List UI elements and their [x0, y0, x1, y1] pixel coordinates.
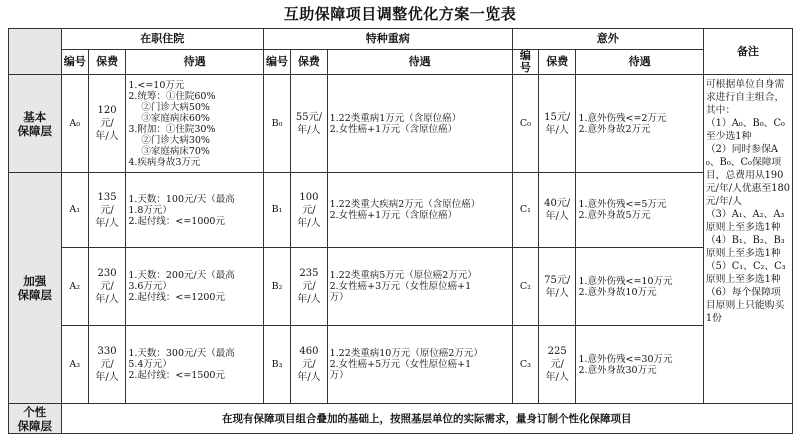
- fee-cell: 40元/ 年/人: [539, 173, 576, 248]
- text-line: 1.意外伤残<=2万元: [578, 112, 667, 124]
- text-line: 1.意外伤残<=10万元: [578, 275, 673, 287]
- fee-cell: 330元/ 年/人: [88, 326, 125, 404]
- text-line: （4）B₁、B₂、B₃原则上至多选1种: [705, 235, 785, 259]
- text-line: 1.意外伤残<=30万元: [578, 353, 673, 365]
- remarks-header: 备注: [703, 29, 792, 75]
- text-line: 1.天数：200元/天（最高: [128, 270, 235, 281]
- treatment-cell: [327, 173, 512, 248]
- table-row: [9, 404, 793, 434]
- fee-cell: 225元/ 年/人: [539, 326, 576, 404]
- code-cell: B₃: [263, 326, 290, 404]
- fee-cell: 55元/ 年/人: [291, 75, 327, 173]
- fee-cell: 460元/ 年/人: [291, 326, 327, 404]
- text-line: 1.意外伤残<=5万元: [578, 199, 667, 210]
- fee-header: 保费: [88, 50, 125, 75]
- text-line: 2.女性癌+5万元（女性原位癌+1: [329, 359, 472, 370]
- treatment-header: 待遇: [126, 50, 264, 75]
- text-line: 2.统筹：①住院60%: [128, 90, 216, 102]
- category-personal: 个性 保障层: [9, 404, 62, 434]
- plan-table: [8, 28, 793, 434]
- code-cell: A₂: [61, 248, 88, 326]
- code-cell: B₀: [263, 75, 290, 173]
- text-line: ②门诊大病30%: [141, 134, 210, 146]
- text-line: 2.起付线：<=1200元: [128, 292, 225, 303]
- fee-header: 保费: [291, 50, 327, 75]
- fee-cell: 135元/ 年/人: [88, 173, 125, 248]
- fee-cell: 235元/ 年/人: [291, 248, 327, 326]
- treatment-cell: [126, 248, 264, 326]
- text-line: 1.8万元）: [128, 204, 172, 216]
- code-cell: C₀: [512, 75, 538, 173]
- text-line: 2.意外身故5万元: [578, 210, 651, 221]
- text-line: 2.女性癌+1万元（含原位癌）: [329, 123, 458, 135]
- text-line: 2.起付线：<=1000元: [128, 215, 225, 227]
- text-line: 1.<=10万元: [128, 79, 185, 91]
- text-line: ②门诊大病50%: [141, 101, 210, 113]
- text-line: 1.22类重病1万元（含原位癌）: [329, 112, 462, 124]
- treatment-cell: [576, 75, 703, 173]
- treatment-cell: [126, 326, 264, 404]
- text-line: 1.22类重病10万元（原位癌2万元）: [329, 348, 483, 359]
- code-cell: B₂: [263, 248, 290, 326]
- personal-description: 在现有保障项目组合叠加的基础上，按照基层单位的实际需求，量身订制个性化保障项目: [61, 404, 792, 434]
- treatment-cell: [576, 326, 703, 404]
- text-line: 4.疾病身故3万元: [128, 156, 201, 168]
- code-cell: C₃: [512, 326, 538, 404]
- text-line: 1.天数：100元/天（最高: [128, 193, 235, 205]
- text-line: 3.6万元）: [128, 281, 172, 292]
- text-line: 2.起付线：<=1500元: [128, 370, 225, 381]
- table-row: [9, 75, 793, 173]
- fee-cell: 75元/ 年/人: [539, 248, 576, 326]
- treatment-cell: [327, 75, 512, 173]
- category-basic: 基本 保障层: [9, 75, 62, 173]
- page-title: 互助保障项目调整优化方案一览表: [283, 5, 517, 23]
- code-cell: B₁: [263, 173, 290, 248]
- text-line: 1.22类重大疾病2万元（含原位癌）: [329, 199, 481, 210]
- text-line: 2.女性癌+3万元（女性原位癌+1: [329, 281, 472, 292]
- treatment-cell: [327, 248, 512, 326]
- text-line: 2.意外身故10万元: [578, 286, 657, 298]
- text-line: 2.意外身故30万元: [578, 364, 657, 376]
- text-line: 万）: [329, 370, 349, 381]
- table-row: [9, 248, 793, 326]
- treatment-cell: [576, 173, 703, 248]
- table-row: [9, 326, 793, 404]
- group-header-jobs: 在职住院: [61, 29, 263, 50]
- code-cell: A₁: [61, 173, 88, 248]
- text-line: （1）A₀、B₀、C₀至少选1种: [705, 118, 785, 142]
- code-header: 编号: [61, 50, 88, 75]
- treatment-header: 待遇: [327, 50, 512, 75]
- text-line: 1.天数：300元/天（最高: [128, 348, 235, 359]
- text-line: 1.22类重病5万元（原位癌2万元）: [329, 270, 477, 281]
- category-enhanced: 加强 保障层: [9, 173, 62, 404]
- text-line: 可根据单位自身需求进行自主组合，其中：: [705, 79, 785, 116]
- text-line: （5）C₁、C₂、C₃原则上至多选1种: [705, 261, 786, 285]
- fee-cell: 230元/ 年/人: [88, 248, 125, 326]
- text-line: （6）每个保障项目原则上只能购买1份: [705, 287, 785, 324]
- fee-cell: 15元/ 年/人: [539, 75, 576, 173]
- group-header-special: 特种重病: [263, 29, 512, 50]
- text-line: ③家庭病床70%: [141, 145, 210, 157]
- code-header: 编号: [263, 50, 290, 75]
- group-header-accident: 意外: [512, 29, 703, 50]
- code-header: 编号: [512, 50, 538, 75]
- text-line: 3.附加：①住院30%: [128, 123, 216, 135]
- text-line: 5.4万元）: [128, 359, 172, 370]
- treatment-cell: [576, 248, 703, 326]
- treatment-header: 待遇: [576, 50, 703, 75]
- fee-cell: 100元/ 年/人: [291, 173, 327, 248]
- text-line: 万）: [329, 292, 349, 303]
- text-line: （3）A₁、A₂、A₃原则上至多选1种: [705, 209, 785, 233]
- table-row: [9, 173, 793, 248]
- fee-cell: 120元/ 年/人: [88, 75, 125, 173]
- remarks-cell: [703, 75, 792, 404]
- text-line: （2）同时参保A₀、B₀、C₀保障项目，总费用从190元/年/人优惠至180元/年/人: [705, 144, 790, 207]
- treatment-cell: [327, 326, 512, 404]
- code-cell: C₂: [512, 248, 538, 326]
- code-cell: A₀: [61, 75, 88, 173]
- text-line: 2.女性癌+1万元（含原位癌）: [329, 210, 458, 221]
- code-cell: C₁: [512, 173, 538, 248]
- text-line: ③家庭病床60%: [141, 112, 210, 124]
- code-cell: A₃: [61, 326, 88, 404]
- fee-header: 保费: [539, 50, 576, 75]
- corner-cell: [9, 29, 62, 75]
- treatment-cell: [126, 173, 264, 248]
- text-line: 2.意外身故2万元: [578, 123, 651, 135]
- treatment-cell: [126, 75, 264, 173]
